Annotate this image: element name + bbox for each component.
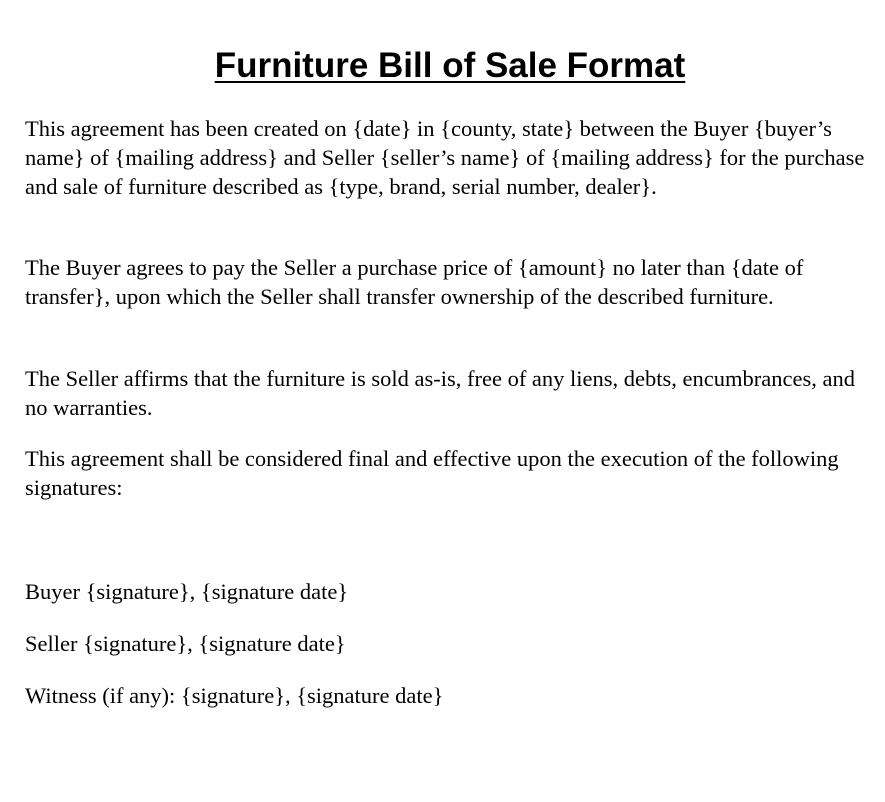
buyer-signature-line: Buyer {signature}, {signature date}: [25, 579, 349, 604]
seller-signature-line: Seller {signature}, {signature date}: [25, 631, 346, 656]
page-title: Furniture Bill of Sale Format: [214, 46, 686, 85]
agreement-paragraph: This agreement has been created on {date} in {county, state} between the Buyer {buyer’s name} of {mailing address} and Seller {seller’s name} of {mailing address} for the purchase and sale of furniture described as {type, brand, serial number, dealer}.: [25, 116, 865, 199]
effective-paragraph: This agreement shall be considered final and effective upon the execution of the following signatures:: [25, 446, 839, 500]
payment-paragraph: The Buyer agrees to pay the Seller a purchase price of {amount} no later than {date of transfer}, upon which the Seller shall transfer ownership of the described furniture.: [25, 255, 804, 309]
as-is-paragraph: The Seller affirms that the furniture is sold as-is, free of any liens, debts, encumbrances, and no warranties.: [25, 366, 855, 420]
witness-signature-line: Witness (if any): {signature}, {signature date}: [25, 683, 444, 708]
